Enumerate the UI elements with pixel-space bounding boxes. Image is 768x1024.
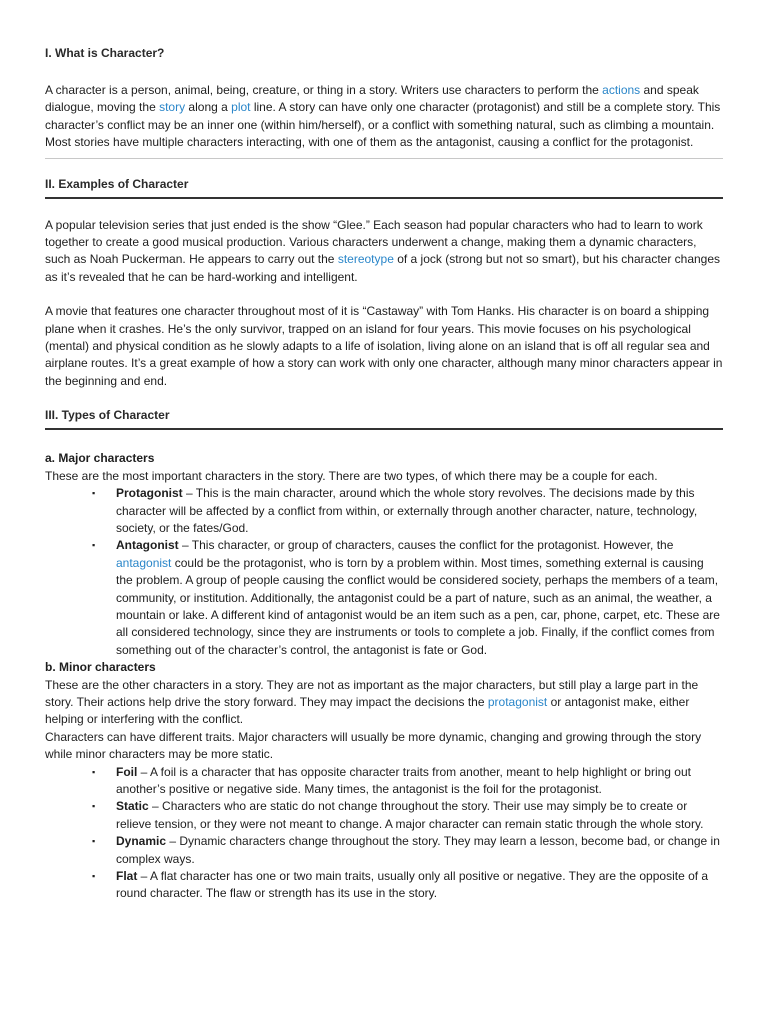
paragraph-castaway-example: A movie that features one character throughout most of it is “Castaway” with Tom Hanks. His character is on board a shipping plane when it crashes. He’s the only survivor, trapped on an island for four years. This movie focuses on his psychological (mental) and physical condition as he slowly adapts to a life of isolation, living alone on an island that is off all regular sea and airplane routes. It’s a great example of how a story can work with only one character, although many minor characters appear in the beginning and end.	[45, 304, 723, 388]
link-antagonist[interactable]: antagonist	[116, 555, 172, 570]
paragraph-traits: Characters can have different traits. Major characters will usually be more dynamic, changing and growing through the story while minor characters may be more static.	[45, 729, 702, 762]
subheading-minor-characters: b. Minor characters	[45, 660, 156, 675]
link-plot[interactable]: plot	[231, 100, 251, 115]
paragraph-definition: A character is a person, animal, being, creature, or thing in a story. Writers use characters to perform the actions and speak dialogue, moving the story along a plot line. A story can have only one character (protagonist) and still be a complete story. This character’s conflict may be an inner one (within him/herself), or a conflict with something natural, such as climbing a mountain. Most stories have multiple characters interacting, with one of them as the antagonist, causing a conflict for the protagonist.	[45, 83, 721, 150]
link-actions[interactable]: actions	[602, 83, 641, 97]
bullet-icon: ▪	[92, 766, 96, 777]
list-item-flat: ▪ Flat – A flat character has one or two main traits, usually only all positive or negative. They are the opposite of a round character. The flaw or strength has its use in the story.	[92, 869, 709, 901]
link-stereotype[interactable]: stereotype	[337, 252, 394, 267]
heading-types-of-character: III. Types of Character	[45, 407, 723, 430]
list-item-foil: ▪ Foil – A foil is a character that has opposite character traits from another, meant to help highlight or bring out another’s positive or negative side. Many times, the antagonist is the foil for the protagonist.	[92, 764, 691, 796]
paragraph-minor-intro: These are the other characters in a story. They are not as important as the major characters, but still play a large part in the story. Their actions help drive the story forward. They may impact the decisions the protagonist or antagonist make, either helping or interfering with the conflict.	[45, 677, 699, 727]
bullet-icon: ▪	[92, 836, 96, 847]
subheading-major-characters: a. Major characters	[45, 451, 155, 466]
link-story[interactable]: story	[159, 100, 186, 115]
divider	[45, 158, 723, 159]
paragraph-glee-example: A popular television series that just ended is the show “Glee.” Each season had popular characters who had to learn to work together to create a good musical production. Various characters underwent a change, making them a dynamic characters, such as Noah Puckerman. He appears to carry out the stereotype of a jock (strong but not so smart), but his character changes as it’s revealed that he can be hard-working and intelligent.	[45, 217, 721, 284]
bullet-icon: ▪	[92, 540, 96, 551]
bullet-icon: ▪	[92, 488, 96, 499]
list-item-protagonist: ▪ Protagonist – This is the main character, around which the whole story revolves. The decisions made by this character will be affected by a conflict from within, or externally through another character, nature, technology, society, or the fates/God.	[92, 486, 698, 535]
major-character-list	[45, 485, 723, 659]
heading-examples-of-character: II. Examples of Character	[45, 176, 723, 199]
bullet-icon: ▪	[92, 801, 96, 812]
list-item-antagonist: ▪ Antagonist – This character, or group of characters, causes the conflict for the protagonist. However, the antagonist could be the protagonist, who is torn by a problem within. Most times, something external is causing the problem. A group of people causing the conflict would be considered society, perhaps the members of a team, community, or institution. Additionally, the antagonist could be a part of nature, such as an animal, the weather, a mountain or lake. A different kind of antagonist would be an item such as a pen, car, phone, carpet, etc. These are all considered technology, since they are instruments or tools to complete a job. Finally, if the conflict comes from something out of the character’s control, the antagonist is fate or God.	[92, 538, 720, 657]
trait-list	[45, 764, 723, 903]
list-item-static: ▪ Static – Characters who are static do not change throughout the story. Their use may simply be to create or relieve tension, or they were not meant to change. A major character can remain static through the whole story.	[92, 799, 704, 831]
link-protagonist[interactable]: protagonist	[487, 694, 548, 709]
bullet-icon: ▪	[92, 871, 96, 882]
paragraph-major-intro: These are the most important characters in the story. There are two types, of which there may be a couple for each.	[45, 468, 658, 483]
heading-what-is-character: I. What is Character?	[45, 46, 165, 60]
list-item-dynamic: ▪ Dynamic – Dynamic characters change throughout the story. They may learn a lesson, become bad, or change in complex ways.	[92, 834, 720, 866]
